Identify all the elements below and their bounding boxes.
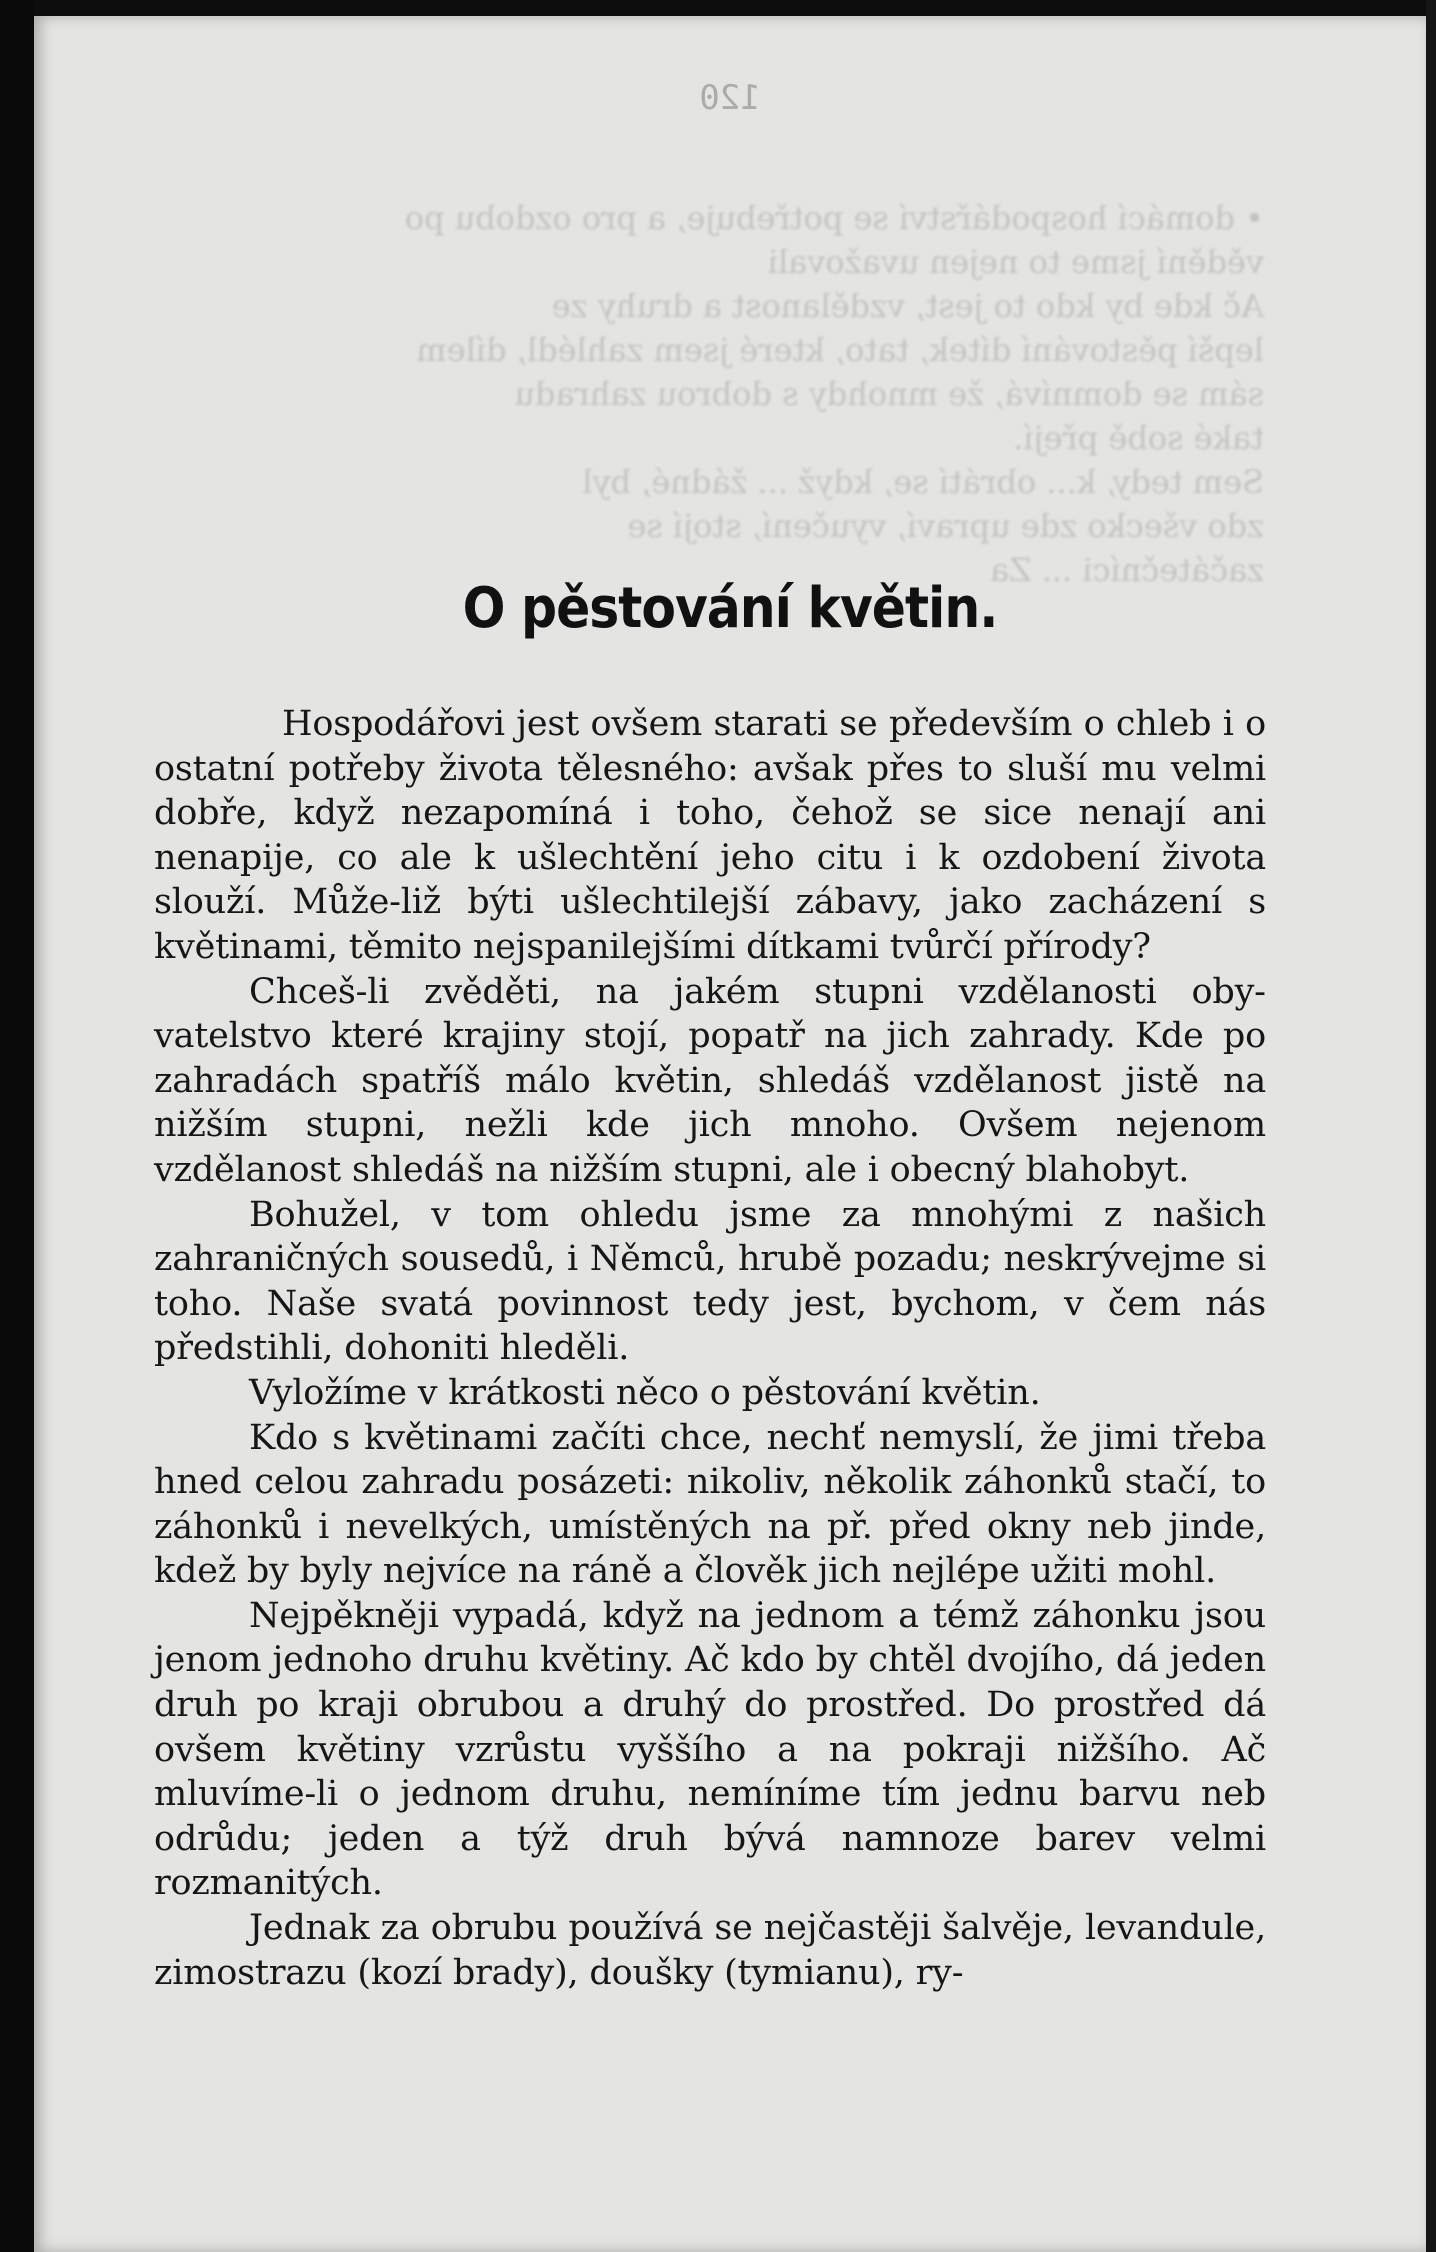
ghost-line: zdo všecko zde upraví, vyučení, stojí se <box>627 507 1264 545</box>
ghost-line: • domácí hospodářství se potřebuje, a pro ozdobu po <box>404 199 1264 237</box>
ghost-line: vědění jsme to nejen uvažovali <box>767 243 1264 281</box>
paragraph: Jednak za obrubu používá se nejčastěji šalvěje, levandule, zimostrazu (kozí brady), doušky (tymianu), ry- <box>154 1908 1266 1993</box>
paragraph: Nejpěkněji vypadá, když na jednom a témž záhonku jsou jenom jednoho druhu květiny. Ač kdo by chtěl dvojího, dá jeden druh po kraji obrubou a druhý do prostřed. Do prostřed dá ovšem květiny vzrůstu vyššího a na pokraji nižšího. Ač mluvíme-li o jednom druhu, nemíníme tím jednu barvu neb odrůdu; jeden a týž druh bývá namnoze barev velmi rozmanitých. <box>154 1595 1266 1904</box>
paragraph: Hospodářovi jest ovšem starati se především o chleb i o ostatní potřeby života tělesného: avšak přes to sluší mu velmi dobře, když nezapomíná i toho, čehož se sice nenají ani nenapije, co ale k ušlechtění jeho citu i k ozdobení života slouží. Může-liž býti ušlechtilejší zábavy, jako zacházení s květinami, těmito nejspanilejšími dítkami tvůrčí přírody? <box>154 704 1266 967</box>
book-page <box>34 16 1426 2252</box>
ghost-line: také sobě přejí. <box>1013 419 1264 457</box>
paragraph: Kdo s květinami začíti chce, nechť nemyslí, že jimi třeba hned celou zahradu posázeti: nikoliv, několik záhonků stačí, to záhonků i nevelkých, umístěných na př. před okny neb jinde, kdež by byly nejvíce na ráně a člověk jich nejlépe užiti mohl. <box>154 1417 1266 1592</box>
bleed-through-page-number: 120 <box>699 78 761 118</box>
scan-top-edge <box>0 0 1436 16</box>
paragraph: Vyložíme v krátkosti něco o pěstování květin. <box>249 1372 1041 1413</box>
paragraph: Bohužel, v tom ohledu jsme za mnohými z našich zahraničných sousedů, i Němců, hrubě pozadu; neskrývejme si toho. Naše svatá povinnost tedy jest, bychom, v čem nás předstihli, dohoniti hleděli. <box>154 1194 1266 1369</box>
ghost-line: začátečníci ... Za <box>990 551 1264 589</box>
ghost-line: Sem tedy, k... obrátí se, když ... žádné, byl <box>582 463 1264 501</box>
ghost-line: lepší pěstování dítek, tato, které jsem zahlédl, dílem <box>416 331 1264 369</box>
scan-left-edge <box>0 0 34 2252</box>
bleed-through-text <box>184 196 1264 592</box>
chapter-body <box>154 702 1266 1995</box>
scan-right-edge <box>1426 0 1436 2252</box>
ghost-line: sám se domnívá, že mnohdy s dobrou zahradu <box>514 375 1264 413</box>
chapter-title: O pěstování květin. <box>462 576 998 641</box>
ghost-line: Ač kde by kdo to jest, vzdělanost a druhy ze <box>551 287 1264 325</box>
paragraph: Chceš-li zvěděti, na jakém stupni vzdělanosti obyvatelstvo které krajiny stojí, popatř na jich zahrady. Kde po zahradách spatříš málo květin, shledáš vzdělanost jistě na nižším stupni, nežli kde jich mnoho. Ovšem nejenom vzdělanost shledáš na nižším stupni, ale i obecný blahobyt. <box>154 971 1266 1190</box>
